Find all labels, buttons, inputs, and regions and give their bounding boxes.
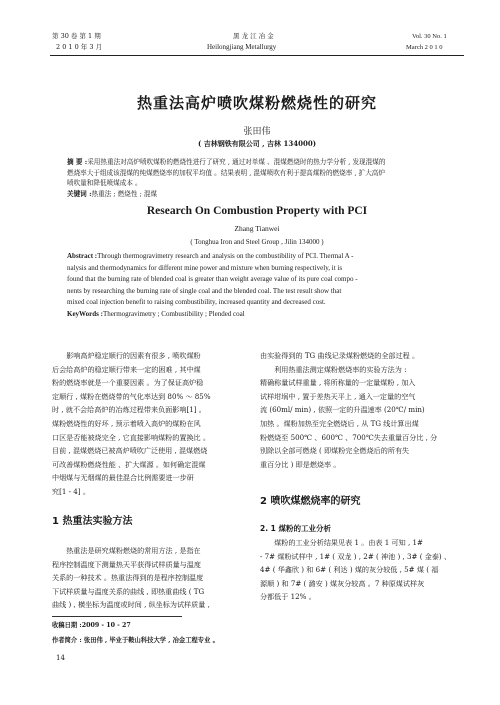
journal-name-cn: 黑 龙 江 冶 金 [233, 32, 274, 40]
header-volume-en: Vol. 30 No. 1 [412, 33, 447, 40]
section1-line: 程序控制温度下测量热天平获得试样质量与温度 [52, 559, 201, 569]
method-line: 利用热重法测定煤粉燃烧率的实验方法为 : [274, 364, 407, 374]
analysis-line: - 7# 煤粉试样中 , 1# ( 双龙 ) , 2# ( 神池 ) , 3# ( 金泰) 、 [260, 551, 452, 561]
abstract-cn-line: 采用热重法对高炉喷吹煤粉的燃烧性进行了研究 , 通过对单煤 、混煤燃烧时的热力学分析 , 发现混煤的 [87, 158, 386, 166]
section1-line: 关系的一种技术 。热重法得到的是程序控制温度 [52, 573, 204, 583]
header-rule [50, 55, 464, 56]
method-line: 加热 。煤粉加热至完全燃烧后 , 从 TG 线计算出煤 [260, 418, 419, 428]
method-line: 别除以全部可燃烧 ( 即煤粉完全燃烧后的所有失 [260, 446, 410, 456]
article-title-cn: 热重法高炉喷吹煤粉燃烧性的研究 [136, 94, 377, 112]
author-en: Zhang Tianwei [234, 224, 280, 233]
abstract-en-line: mixed coal injection benefit to raising combustibility, increased quantity and decreased cost. [67, 298, 326, 307]
section1-line: 下试样质量与温度关系的曲线 , 即热重曲线 ( TG [52, 586, 205, 596]
footnote-received: 收稿日期 :2009 - 10 - 27 [52, 622, 131, 629]
abstract-en-line: nalysis and thermodynamics for different mine power and mixture when burning respectively, it is [67, 263, 343, 272]
header-date: 2 0 1 0 年 3 月 [56, 43, 103, 51]
intro-line: 后会给高炉的稳定顺行带来一定的困难 , 其中煤 [52, 364, 201, 374]
intro-line: 究[1 - 4] 。 [52, 486, 90, 496]
abstract-en-line: nents by researching the burning rate of single coal and the blended coal. The test result show that [67, 286, 342, 295]
footnote-rule [52, 616, 182, 617]
footnote-author: 作者简介 : 张田伟 , 毕业于鞍山科技大学 , 冶金工程专业 。 [52, 637, 219, 644]
industrial-analysis [260, 536, 460, 604]
author-cn: 张田伟 [243, 127, 271, 137]
section-2-heading: 2 喷吹煤燃烧率的研究 [260, 496, 361, 507]
method-line: 重百分比 ) 即是燃烧率 。 [260, 459, 341, 469]
analysis-line: 源顺 ) 和 7# ( 潞安 ) 煤灰分较高 。7 种原煤试样灰 [260, 578, 425, 588]
analysis-line: 煤粉的工业分析结果见表 1 。由表 1 可知 , 1# [274, 538, 423, 547]
affiliation-cn: ( 吉林钢铁有限公司 , 吉林 134000) [197, 139, 317, 148]
abstract-cn-label: 摘 要 : [67, 158, 88, 166]
abstract-en-line: Through thermogravimetry research and analysis on the combustibility of PCI. Thermal A - [97, 252, 354, 260]
abstract-en-label: Abstract : [67, 252, 98, 260]
keywords-cn-label: 关键词 : [67, 190, 92, 199]
abstract-cn [67, 157, 451, 200]
article-title-en: Research On Combustion Property with PCI [146, 205, 368, 217]
abstract-cn-line: 燃烧率大于组成该混煤的纯煤燃烧率的加权平均值 。结果表明 , 混煤喷吹有利于提高煤粉的燃烧率 , 扩大高炉 [67, 168, 385, 177]
intro-line: 可改善煤粉燃烧性能 、扩大煤源 。如何确定混煤 [52, 459, 206, 469]
subsection-2-1-heading: 2. 1 煤粉的工业分析 [260, 524, 332, 533]
intro-line: 定顺行 , 煤粉在燃烧带的气化率达到 80% ～ 85% [52, 391, 211, 401]
intro-line: 煤粉燃烧性的好坏 , 预示着喷入高炉的煤粉在风 [52, 418, 201, 428]
intro-line: 时 , 就不会给高炉的冶炼过程带来负面影响[1] 。 [52, 405, 206, 415]
introduction [52, 349, 254, 499]
intro-line: 粉的燃烧率就是一个重要因素 。为了保证高炉稳 [52, 378, 204, 388]
section1-line: 曲线 ) , 横坐标为温度或时间 , 纵坐标为试样质量 , [52, 600, 210, 610]
method-line: 试样坩埚中 , 置于差热天平上 , 通入一定量的空气 [260, 391, 416, 401]
journal-name-en: Heilongjiang Metallurgy [207, 43, 277, 51]
experiment-method [260, 349, 460, 471]
section-1-heading: 1 热重法实验方法 [52, 516, 133, 527]
abstract-cn-line: 喷吹量和降低喷煤成本 。 [67, 179, 142, 188]
affiliation-en: ( Tonghua Iron and Steel Group , Jilin 134000 ) [190, 238, 324, 246]
keywords-en: Thermogravimetry ; Combustibility ; Plended coal [102, 309, 245, 318]
analysis-line: 分都低于 12% 。 [260, 592, 316, 602]
section1-line: 热重法是研究煤粉燃烧的常用方法 , 是指在 [66, 546, 201, 555]
header-volume: 第 30 卷 第 1 期 [52, 32, 101, 40]
header-date-en: March 2 0 1 0 [406, 44, 443, 51]
method-line: 精确称量试样重量 , 将所称量的一定量煤粉 , 加入 [260, 378, 416, 388]
section-1-body [52, 544, 254, 612]
abstract-en-line: found that the burning rate of blended coal is greater than weight average value of its pure coal compo - [67, 275, 358, 284]
method-line: 由实验得到的 TG 曲线记录煤粉燃烧的全部过程 。 [260, 351, 420, 360]
page-number: 14 [56, 654, 65, 662]
method-line: 流 (60ml/ min) , 依照一定的升温速率 (20℃/ min) [260, 405, 425, 415]
intro-line: 口区是否能被烧完全 , 它直接影响煤粉的置换比 。 [52, 432, 210, 442]
analysis-line: 4# ( 华鑫欣 ) 和 6# ( 利达 ) 煤的灰分较低 , 5# 煤 ( 福 [260, 565, 439, 575]
intro-line: 中烟煤与无烟煤的最佳混合比例需要进一步研 [52, 473, 194, 483]
keywords-en-label: KeyWords : [67, 309, 103, 318]
intro-line: 目前 , 混煤燃烧已被高炉喷吹广泛使用 , 混煤燃烧 [52, 446, 208, 456]
abstract-en [67, 251, 451, 321]
intro-line: 影响高炉稳定顺行的因素有很多 , 喷吹煤粉 [66, 351, 201, 360]
keywords-cn: 热重法 ; 燃烧性 ; 混煤 [91, 190, 158, 199]
method-line: 粉燃烧至 500℃ 、600℃ 、700℃失去重量百分比 , 分 [260, 432, 438, 442]
